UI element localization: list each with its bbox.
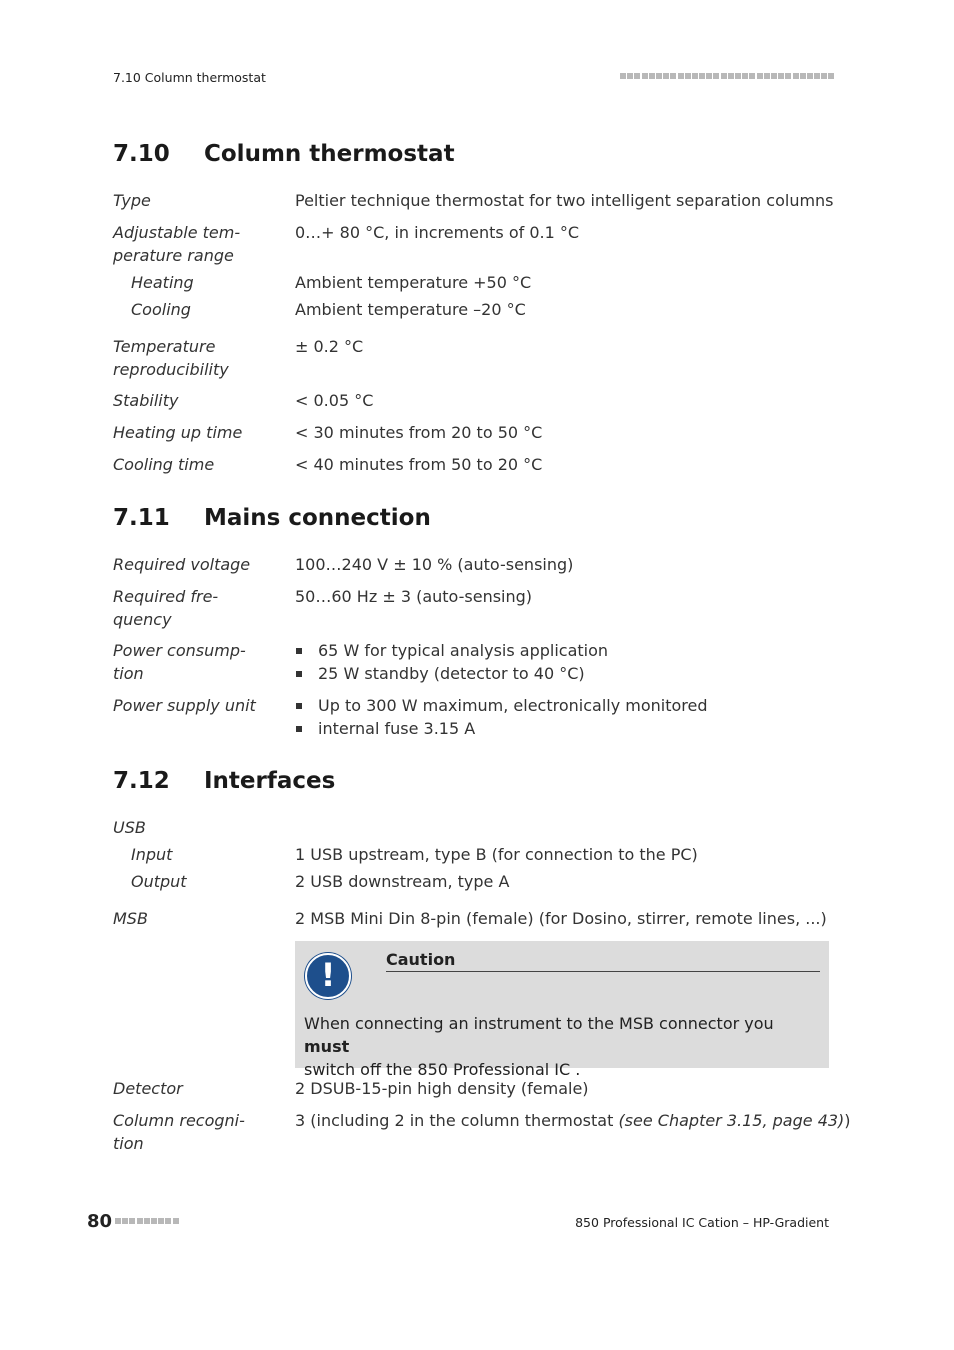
spec-value-required-voltage: 100…240 V ± 10 % (auto-sensing) xyxy=(295,555,574,574)
spec-value-type: Peltier technique thermostat for two intelligent separation columns xyxy=(295,191,834,210)
spec-label-required-frequency xyxy=(113,585,288,631)
caution-text xyxy=(304,1012,804,1081)
spec-label-reproducibility xyxy=(113,335,288,381)
page-number: 80 xyxy=(87,1211,113,1232)
power-supply-list xyxy=(295,694,708,740)
cross-reference-link[interactable]: (see Chapter 3.15, page 43) xyxy=(618,1111,845,1130)
spec-value-temperature-range: 0…+ 80 °C, in increments of 0.1 °C xyxy=(295,223,580,242)
section-heading-column-thermostat xyxy=(113,141,455,167)
exclamation-icon xyxy=(305,953,351,999)
section-number: 7.12 xyxy=(113,768,170,794)
spec-value-heating: Ambient temperature +50 °C xyxy=(295,273,532,292)
spec-label-temperature-range xyxy=(113,221,288,267)
section-title: Mains connection xyxy=(204,505,431,531)
spec-label-power-consumption xyxy=(113,639,288,685)
spec-label-msb: MSB xyxy=(113,909,148,928)
header-decoration xyxy=(620,73,834,79)
spec-label-heating: Heating xyxy=(131,273,194,292)
spec-label-output: Output xyxy=(131,872,187,891)
label-line: Column recogni- xyxy=(113,1111,245,1130)
spec-label-required-voltage: Required voltage xyxy=(113,555,251,574)
spec-label-input: Input xyxy=(131,845,173,864)
label-line: tion xyxy=(113,664,144,683)
caution-callout xyxy=(295,941,829,1079)
spec-label-type: Type xyxy=(113,191,151,210)
label-line: Adjustable tem- xyxy=(113,223,241,242)
label-line: Power consump- xyxy=(113,641,246,660)
spec-label-detector: Detector xyxy=(113,1079,183,1098)
spec-label-column-recognition xyxy=(113,1109,288,1155)
section-heading-mains-connection xyxy=(113,505,431,531)
caution-text-emphasis: must xyxy=(304,1037,350,1056)
spec-label-stability: Stability xyxy=(113,391,179,410)
label-line: tion xyxy=(113,1134,144,1153)
caution-title: Caution xyxy=(386,949,820,972)
spec-label-heating-up-time: Heating up time xyxy=(113,423,243,442)
label-line: Temperature xyxy=(113,337,216,356)
list-item: 65 W for typical analysis application xyxy=(295,639,608,662)
spec-label-usb: USB xyxy=(113,818,146,837)
label-line: quency xyxy=(113,610,172,629)
list-item: internal fuse 3.15 A xyxy=(295,717,708,740)
power-consumption-list xyxy=(295,639,608,685)
section-heading-interfaces xyxy=(113,768,335,794)
spec-value-required-frequency: 50…60 Hz ± 3 (auto-sensing) xyxy=(295,587,533,606)
spec-label-cooling: Cooling xyxy=(131,300,191,319)
footer-document-title: 850 Professional IC Cation – HP-Gradient xyxy=(575,1215,829,1230)
section-title: Column thermostat xyxy=(204,141,455,167)
footer-decoration xyxy=(115,1218,179,1224)
caution-text-part: switch off the 850 Professional IC . xyxy=(304,1060,581,1079)
section-number: 7.11 xyxy=(113,505,170,531)
section-number: 7.10 xyxy=(113,141,170,167)
value-text: 3 (including 2 in the column thermostat xyxy=(295,1111,619,1130)
section-title: Interfaces xyxy=(204,768,336,794)
value-text: ) xyxy=(844,1111,851,1130)
spec-value-column-recognition xyxy=(295,1109,851,1132)
running-header-title: 7.10 Column thermostat xyxy=(113,70,266,85)
list-item: 25 W standby (detector to 40 °C) xyxy=(295,662,608,685)
spec-value-reproducibility: ± 0.2 °C xyxy=(295,337,364,356)
spec-value-cooling-time: < 40 minutes from 50 to 20 °C xyxy=(295,455,543,474)
caution-text-part: When connecting an instrument to the MSB connector you xyxy=(304,1014,774,1033)
spec-label-cooling-time: Cooling time xyxy=(113,455,215,474)
spec-value-input: 1 USB upstream, type B (for connection to the PC) xyxy=(295,845,698,864)
spec-value-heating-up-time: < 30 minutes from 20 to 50 °C xyxy=(295,423,543,442)
label-line: reproducibility xyxy=(113,360,229,379)
spec-value-detector: 2 DSUB-15-pin high density (female) xyxy=(295,1079,589,1098)
label-line: perature range xyxy=(113,246,234,265)
list-item: Up to 300 W maximum, electronically monitored xyxy=(295,694,708,717)
label-line: Required fre- xyxy=(113,587,219,606)
spec-value-output: 2 USB downstream, type A xyxy=(295,872,510,891)
spec-value-cooling: Ambient temperature –20 °C xyxy=(295,300,526,319)
spec-label-power-supply-unit: Power supply unit xyxy=(113,696,256,715)
spec-value-stability: < 0.05 °C xyxy=(295,391,374,410)
spec-value-msb: 2 MSB Mini Din 8-pin (female) (for Dosino, stirrer, remote lines, ...) xyxy=(295,909,827,928)
